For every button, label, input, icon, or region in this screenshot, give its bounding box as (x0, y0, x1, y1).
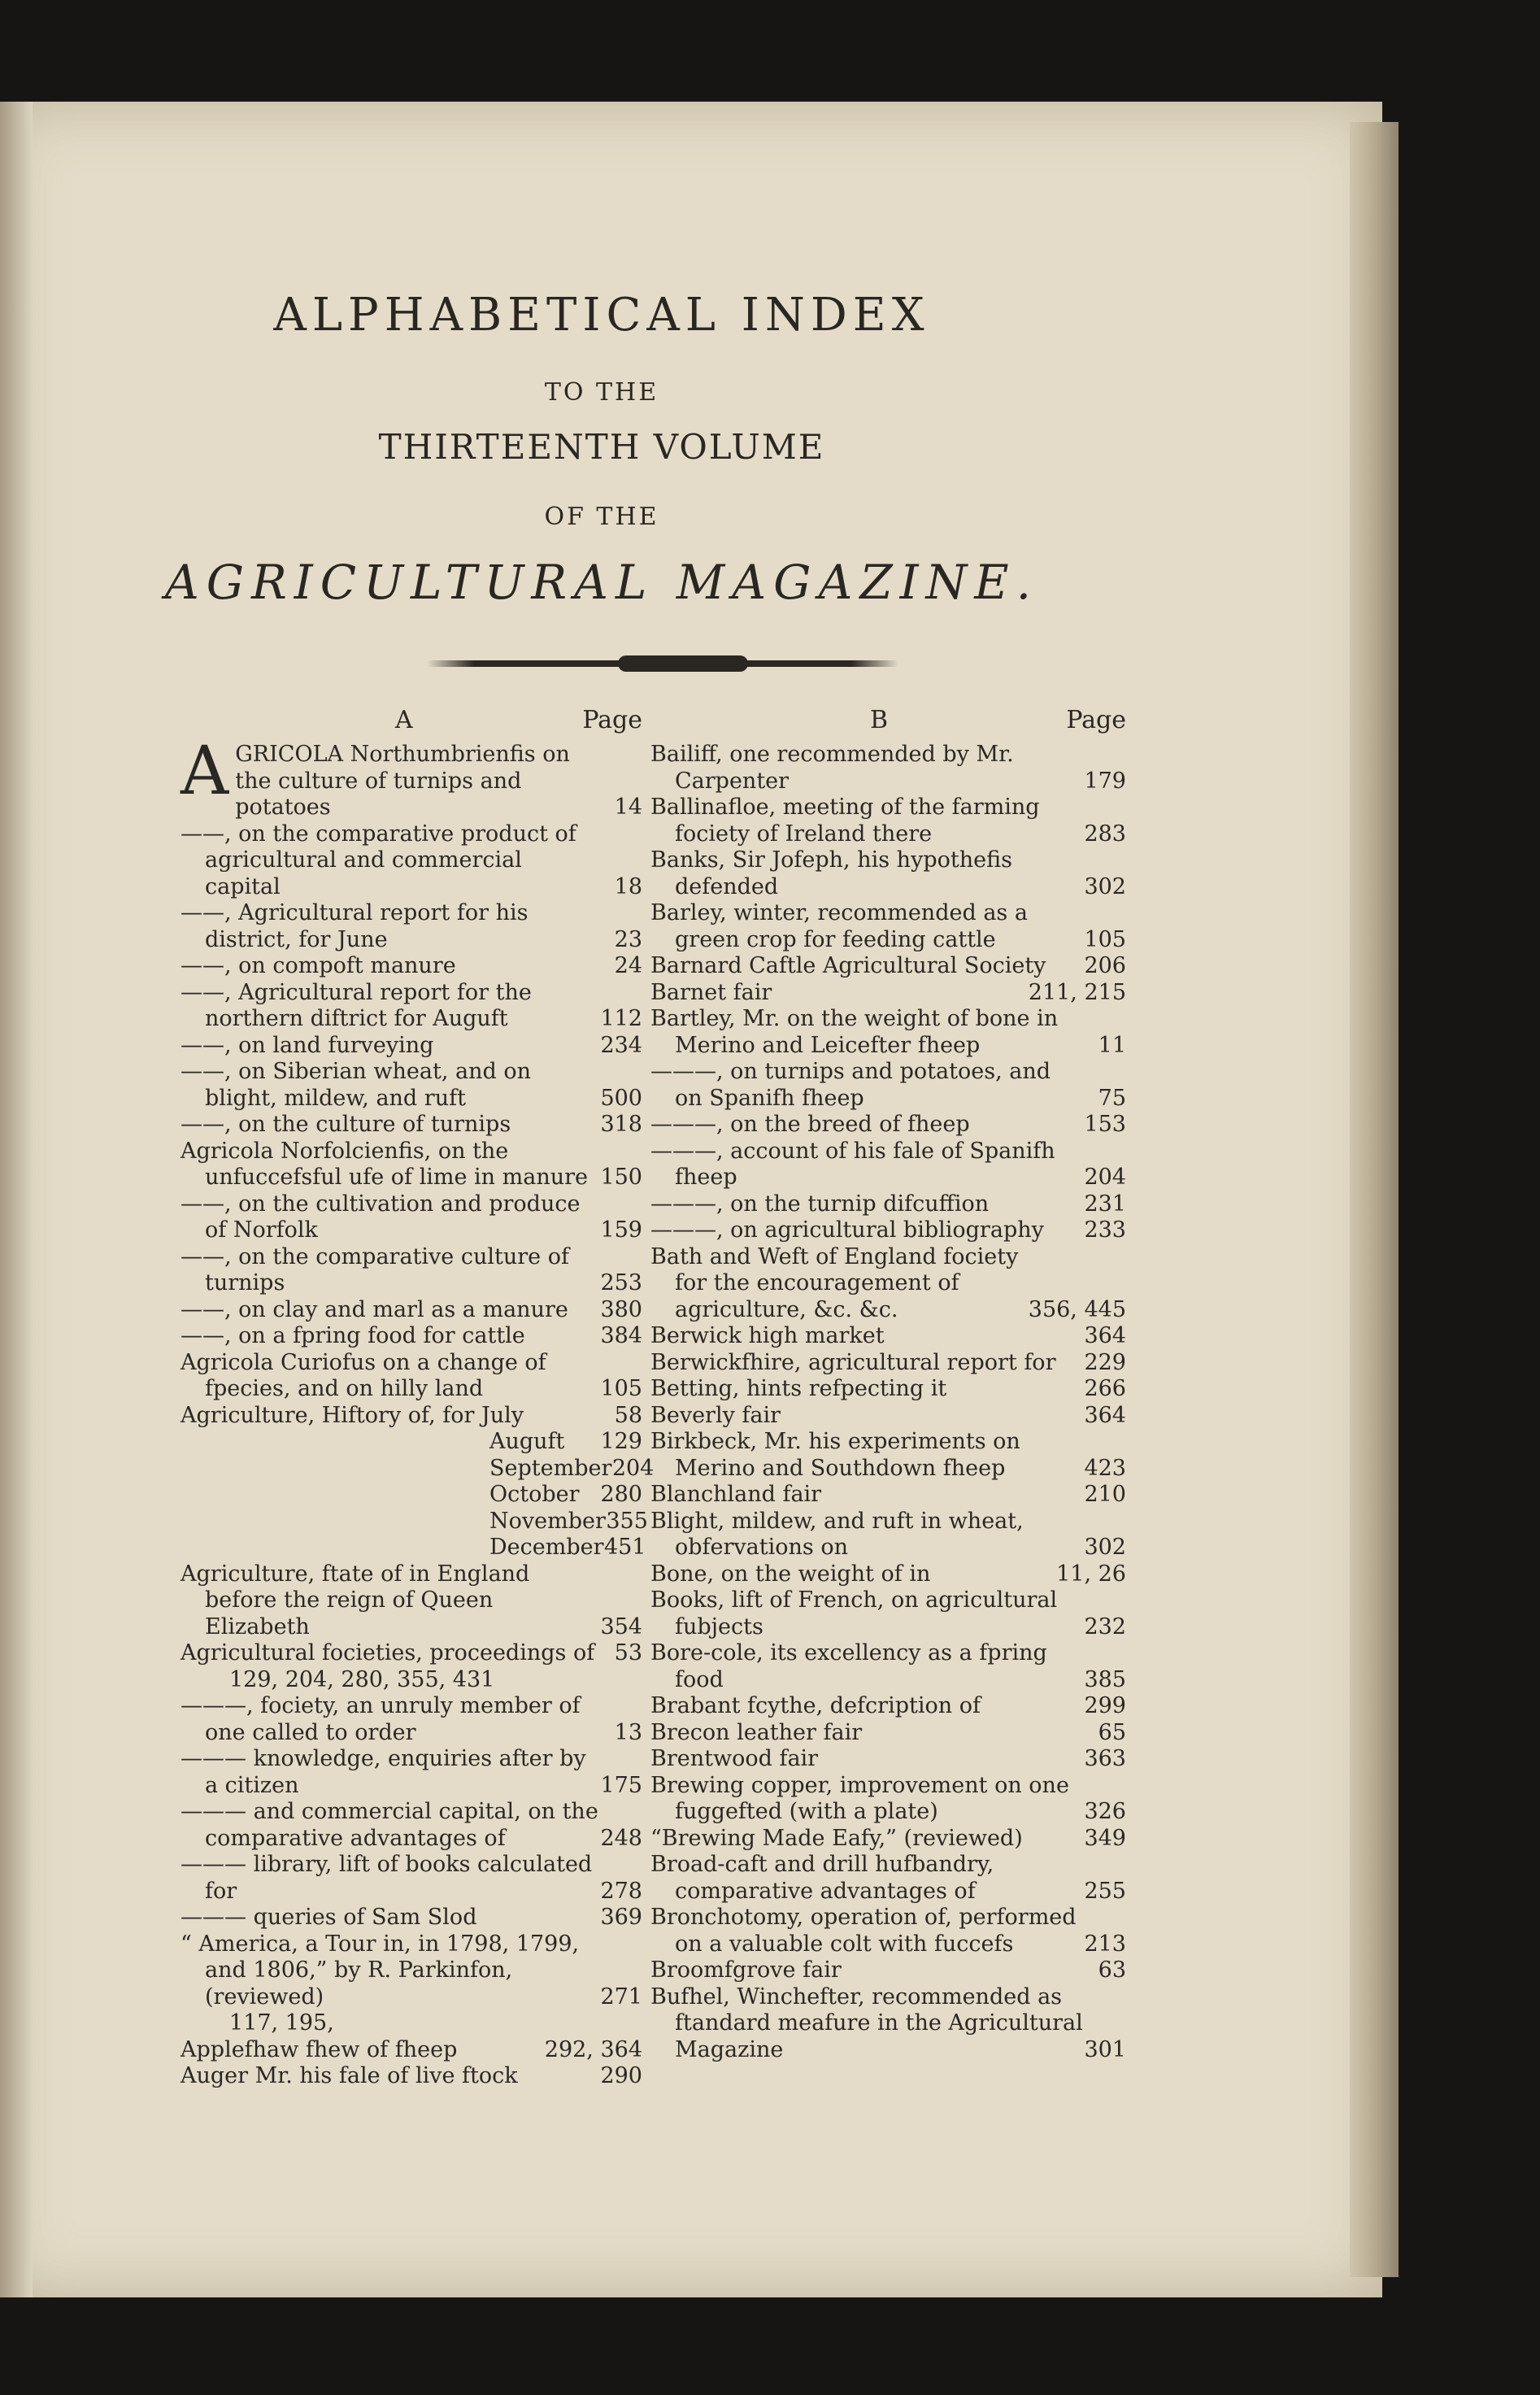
index-entry (650, 1112, 1126, 1139)
first-entry-text: GRICOLA Northumbrienfis on the culture of turnips and potatoes (235, 742, 570, 820)
entry-page: 18 (614, 873, 642, 899)
entry-text: Barley, winter, recommended as a green crop for feeding cattle (650, 900, 1028, 952)
entry-page: 105 (1084, 926, 1126, 952)
entry-text: Bore-cole, its excellency as a fpring food (650, 1640, 1047, 1692)
entry-text: Brecon leather fair (650, 1719, 863, 1745)
index-entry (181, 1059, 642, 1112)
index-entry (650, 1059, 1126, 1112)
entry-text: ——, on Siberian wheat, and on blight, mildew, and ruft (181, 1059, 531, 1111)
index-entry (650, 1376, 1126, 1403)
entry-text: October (489, 1482, 580, 1507)
entry-page: 229 (1084, 1349, 1126, 1375)
column-b-header (650, 706, 1126, 742)
entry-text: September (489, 1455, 612, 1481)
index-entry (181, 821, 642, 901)
index-entry (650, 980, 1126, 1007)
entry-page: 451 (603, 1535, 646, 1560)
entry-page: 129 (600, 1429, 642, 1454)
entry-page: 349 (1084, 1825, 1126, 1851)
index-entry (181, 1191, 642, 1244)
entry-page: 231 (1084, 1191, 1126, 1217)
page-edge (1350, 122, 1399, 2277)
entry-page: 271 (600, 1983, 642, 2010)
index-entry (650, 900, 1126, 953)
entry-text: Bronchotomy, operation of, performed on a valuable colt with fuccefs (650, 1905, 1077, 1957)
entry-text (181, 733, 600, 821)
entry-page: 292, 364 (544, 2036, 642, 2062)
entry-text: Betting, hints refpecting it (650, 1376, 947, 1401)
entry-text: 117, 195, (229, 2010, 334, 2036)
entry-text: Banks, Sir Jofeph, his hypothefis defended (650, 847, 1012, 899)
index-entry (650, 1720, 1126, 1747)
index-entry (650, 1984, 1126, 2064)
index-entry (650, 795, 1126, 847)
index-entry (650, 1957, 1126, 1984)
entry-page: 65 (1098, 1719, 1126, 1745)
entry-page: 11, 26 (1056, 1561, 1126, 1587)
index-entry (650, 1640, 1126, 1693)
rule-ornament (618, 655, 748, 672)
entry-page: 302 (1084, 873, 1126, 899)
entry-page: 356, 445 (1028, 1296, 1126, 1322)
index-entry (181, 953, 642, 980)
entry-page: 213 (1084, 1931, 1126, 1957)
entry-page: 326 (1084, 1799, 1126, 1824)
entry-text: Berwickfhire, agricultural report for (650, 1349, 1056, 1375)
entry-text: ——, on the culture of turnips (181, 1112, 511, 1137)
index-entry (181, 1244, 642, 1297)
entry-text: Blight, mildew, and ruft in wheat, obfervations on (650, 1508, 1024, 1560)
entry-text: Agricola Norfolcienfis, on the unfuccefsful ufe of lime in manure (181, 1138, 589, 1190)
entry-text: Books, lift of French, on agricultural fubjects (650, 1587, 1058, 1639)
entry-text: Bath and Weft of England fociety for the encouragement of agriculture, &c. &c. (650, 1243, 1019, 1322)
entry-page: 112 (600, 1006, 642, 1031)
entry-text: ———, fociety, an unruly member of one called to order (181, 1693, 581, 1745)
column-a-page-label: Page (582, 706, 642, 734)
column-a-header (181, 706, 642, 742)
entry-page: 153 (1084, 1112, 1126, 1137)
title-volume: THIRTEENTH VOLUME (378, 427, 825, 467)
entry-text: Auguft (489, 1429, 565, 1454)
entry-page: 13 (614, 1719, 642, 1745)
entry-text: Brentwood fair (650, 1746, 819, 1771)
entry-page: 11 (1098, 1032, 1126, 1058)
index-entry (650, 1403, 1126, 1430)
entry-page: 150 (600, 1165, 642, 1190)
entry-text: Bailiff, one recommended by Mr. Carpenter (650, 742, 1014, 794)
index-entry (650, 1139, 1126, 1191)
entry-text: Broomfgrove fair (650, 1957, 842, 1983)
entry-page: 75 (1098, 1085, 1126, 1111)
entry-text: ——, Agricultural report for his district, for June (181, 900, 529, 952)
index-entry (181, 1693, 642, 1746)
entry-page: 159 (600, 1217, 642, 1243)
entry-text: Broad-caft and drill hufbandry, comparative advantages of (650, 1852, 994, 1904)
entry-text: ——, on the cultivation and produce of Norfolk (181, 1191, 581, 1243)
month-entry (181, 1429, 642, 1456)
index-title: ALPHABETICAL INDEX (273, 289, 930, 342)
index-entry (181, 1033, 642, 1060)
index-entry (181, 1746, 642, 1799)
index-entry (650, 1693, 1126, 1720)
entry-text: Agricultural focieties, proceedings of (181, 1640, 595, 1666)
entry-page: 53 (614, 1640, 642, 1666)
entry-page: 384 (600, 1323, 642, 1348)
entry-page: 234 (600, 1032, 642, 1058)
index-entry (181, 1297, 642, 1324)
entry-text: Brabant fcythe, defcription of (650, 1693, 981, 1718)
entry-text: “ America, a Tour in, in 1798, 1799, and 1806,” by R. Parkinfon, (reviewed) (181, 1931, 580, 2010)
column-b-entries (650, 742, 1126, 2063)
index-entry (181, 1112, 642, 1139)
entry-text: Bartley, Mr. on the weight of bone in Merino and Leicefter fheep (650, 1006, 1059, 1058)
entry-page: 206 (1084, 953, 1126, 978)
index-entry (650, 953, 1126, 980)
entry-text: December (489, 1535, 604, 1560)
entry-page: 302 (1084, 1535, 1126, 1560)
entry-page: 369 (600, 1905, 642, 1930)
entry-page: 355 (606, 1508, 648, 1534)
entry-text: Auger Mr. his fale of live ftock (181, 2063, 518, 2088)
entry-page: 280 (600, 1482, 642, 1507)
entry-page: 211, 215 (1028, 979, 1126, 1005)
index-entry (181, 2010, 642, 2037)
index-entry (181, 1667, 642, 1694)
entry-text: 129, 204, 280, 355, 431 (229, 1666, 495, 1692)
column-a-letter: A (395, 706, 413, 734)
index-entry (650, 1905, 1126, 1957)
entry-page: 423 (1084, 1455, 1126, 1481)
entry-page: 266 (1084, 1376, 1126, 1401)
column-b-page-label: Page (1066, 706, 1126, 734)
entry-text: ——— and commercial capital, on the comparative advantages of (181, 1799, 598, 1851)
entry-page: 105 (600, 1376, 642, 1401)
entry-text: Agriculture, ftate of in England before the reign of Queen Elizabeth (181, 1561, 530, 1639)
entry-text: ——— queries of Sam Slod (181, 1905, 477, 1930)
index-entry (650, 1350, 1126, 1377)
index-entry (650, 1482, 1126, 1509)
entry-page: 255 (1084, 1878, 1126, 1904)
entry-text: ——, on the comparative product of agricultural and commercial capital (181, 821, 576, 899)
index-entry (181, 1323, 642, 1350)
index-entry (181, 900, 642, 953)
index-entry (650, 1509, 1126, 1561)
entry-text: ——, on the comparative culture of turnips (181, 1243, 569, 1295)
entry-text: ——, on land furveying (181, 1032, 434, 1058)
entry-text: Applefhaw fhew of fheep (181, 2036, 458, 2062)
index-entry (181, 1905, 642, 1931)
entry-text: ———, on the turnip difcuffion (650, 1191, 990, 1217)
entry-text: Bufhel, Winchefter, recommended as ftandard meafure in the Agricultural Magazine (650, 1983, 1083, 2062)
entry-page: 380 (600, 1296, 642, 1322)
entry-text: November (489, 1508, 606, 1534)
entry-text: ——, on a fpring food for cattle (181, 1323, 525, 1348)
entry-page: 364 (1084, 1402, 1126, 1428)
title-of-the: OF THE (544, 503, 659, 531)
index-entry (181, 2037, 642, 2064)
entry-text: Barnet fair (650, 979, 772, 1005)
index-entry (650, 1323, 1126, 1350)
index-entry (650, 1773, 1126, 1826)
entry-page: 278 (600, 1878, 642, 1904)
entry-text: Ballinafloe, meeting of the farming fociety of Ireland there (650, 795, 1040, 847)
entry-page: 23 (614, 926, 642, 952)
entry-text: Birkbeck, Mr. his experiments on Merino and Southdown fheep (650, 1429, 1020, 1481)
month-entry (181, 1455, 655, 1483)
entry-page: 179 (1084, 768, 1126, 794)
entry-page: 290 (600, 2063, 642, 2088)
index-entry (181, 2063, 642, 2090)
entry-page: 233 (1084, 1217, 1126, 1243)
index-entry (650, 742, 1126, 795)
title-to-the: TO THE (544, 378, 659, 407)
index-entry (181, 1799, 642, 1852)
column-a-entries (181, 733, 655, 2090)
entry-text: ———, on the breed of fheep (650, 1112, 970, 1137)
entry-text: ———, on turnips and potatoes, and on Spanifh fheep (650, 1059, 1051, 1111)
entry-text: ———, on agricultural bibliography (650, 1217, 1044, 1243)
entry-text: Barnard Caftle Agricultural Society (650, 953, 1046, 978)
index-entry (181, 1852, 642, 1905)
entry-page: 354 (600, 1613, 642, 1639)
index-entry (650, 1429, 1126, 1482)
entry-page: 204 (611, 1455, 655, 1481)
entry-page: 301 (1084, 2036, 1126, 2062)
entry-page: 318 (600, 1112, 642, 1137)
entry-text: ———, account of his fale of Spanifh fheep (650, 1138, 1055, 1190)
entry-text: ——, on compoft manure (181, 953, 456, 978)
index-entry (650, 1852, 1126, 1905)
column-b (650, 706, 1126, 2063)
entry-text: Agriculture, Hiftory of, for July (181, 1402, 524, 1428)
entry-page: 364 (1084, 1323, 1126, 1348)
index-entry (181, 733, 642, 821)
index-entry (181, 980, 642, 1033)
index-entry (181, 1640, 642, 1667)
entry-text: ——— library, lift of books calculated for (181, 1852, 593, 1904)
entry-page: 24 (614, 953, 642, 978)
index-entry (181, 1931, 642, 2011)
magazine-title: AGRICULTURAL MAGAZINE. (164, 555, 1039, 610)
entry-page: 175 (600, 1772, 642, 1798)
index-entry (650, 1244, 1126, 1324)
index-entry (181, 1561, 642, 1641)
entry-text: Berwick high market (650, 1323, 885, 1348)
month-entry (181, 1508, 648, 1535)
index-entry (181, 1139, 642, 1191)
column-a (181, 706, 655, 2090)
index-entry (650, 1006, 1126, 1059)
entry-page: 14 (614, 795, 642, 820)
month-entry (181, 1482, 642, 1509)
entry-page: 299 (1084, 1693, 1126, 1718)
entry-text: “Brewing Made Eafy,” (reviewed) (650, 1825, 1023, 1851)
entry-page: 500 (600, 1085, 642, 1111)
entry-text: Agricola Curiofus on a change of fpecies, and on hilly land (181, 1349, 546, 1401)
entry-text: Brewing copper, improvement on one fuggefted (with a plate) (650, 1772, 1069, 1824)
entry-text: ——, on clay and marl as a manure (181, 1296, 568, 1322)
entry-text: ——, Agricultural report for the northern diftrict for Auguft (181, 979, 532, 1031)
index-entry (650, 1746, 1126, 1773)
index-entry (650, 1191, 1126, 1218)
index-entry (181, 1403, 642, 1430)
index-entry (650, 1587, 1126, 1640)
entry-page: 232 (1084, 1613, 1126, 1639)
entry-page: 248 (600, 1825, 642, 1851)
entry-page: 283 (1084, 821, 1126, 847)
drop-cap: A (181, 733, 229, 810)
month-entry (181, 1535, 646, 1561)
entry-text: Beverly fair (650, 1402, 781, 1428)
entry-page: 204 (1084, 1165, 1126, 1190)
column-b-letter: B (870, 706, 889, 734)
entry-page: 385 (1084, 1666, 1126, 1692)
entry-text: Blanchland fair (650, 1482, 822, 1507)
index-entry (650, 847, 1126, 900)
entry-text: ——— knowledge, enquiries after by a citizen (181, 1746, 586, 1798)
index-entry (650, 1561, 1126, 1588)
index-entry (650, 1826, 1126, 1853)
entry-page: 363 (1084, 1746, 1126, 1771)
entry-page: 58 (614, 1402, 642, 1428)
index-entry (181, 1350, 642, 1403)
entry-text: Bone, on the weight of in (650, 1561, 931, 1587)
entry-page: 253 (600, 1270, 642, 1295)
entry-page: 210 (1084, 1482, 1126, 1507)
index-entry (650, 1217, 1126, 1244)
entry-page: 63 (1098, 1957, 1126, 1983)
